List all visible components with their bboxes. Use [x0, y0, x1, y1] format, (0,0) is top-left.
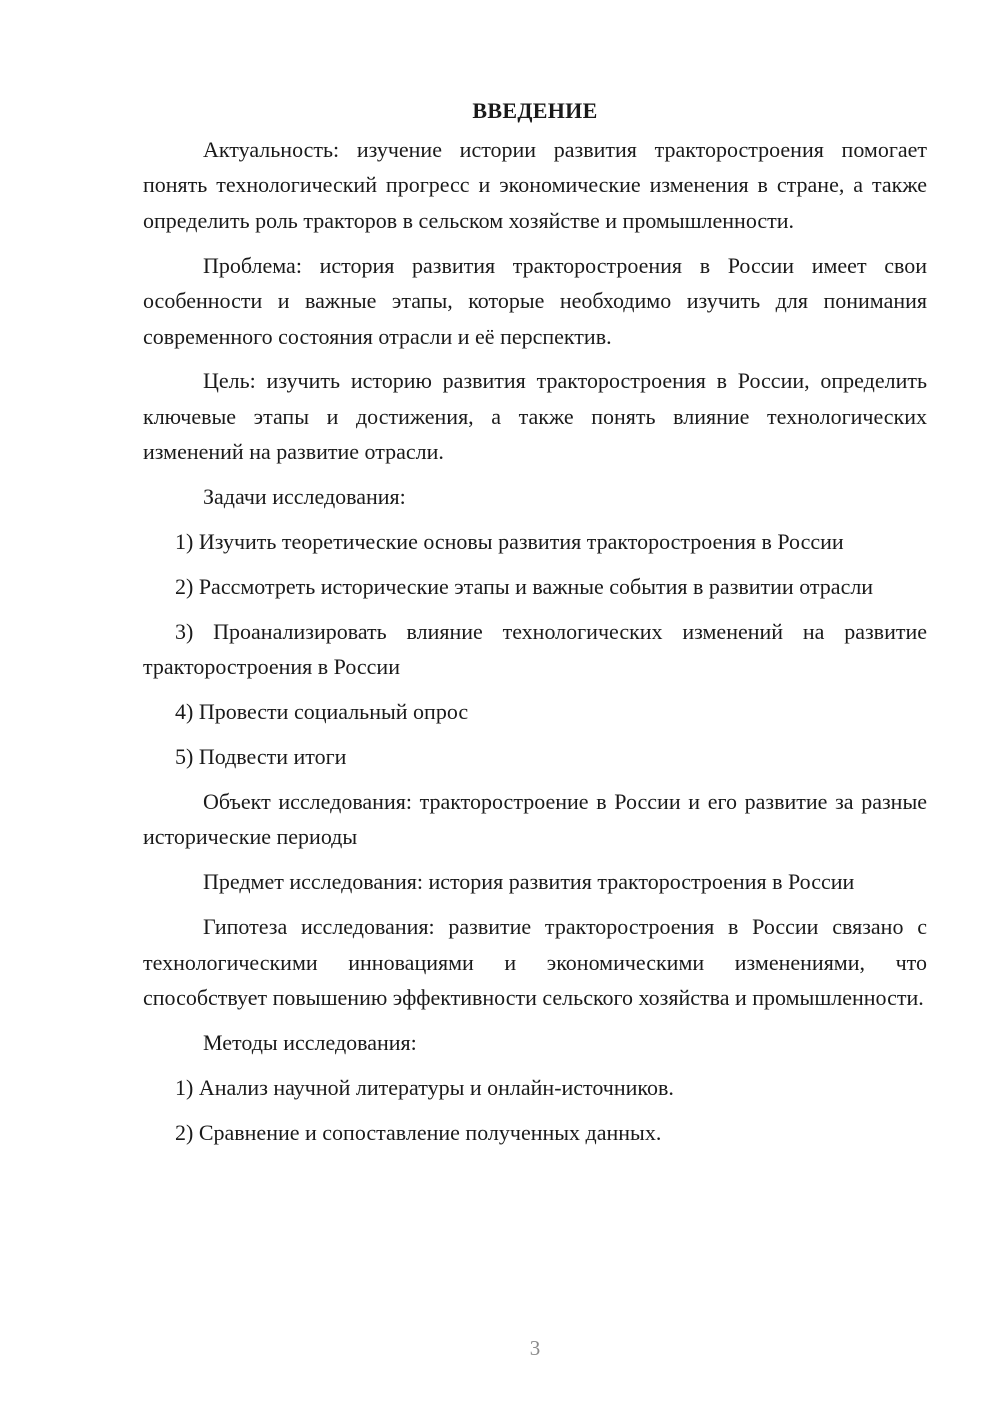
method-item-2: 2) Сравнение и сопоставление полученных данных. — [175, 1119, 662, 1145]
subject-paragraph: Предмет исследования: история развития тракторостроения в России — [203, 869, 855, 895]
goal-paragraph: Цель: изучить историю развития тракторостроения в России, определить ключевые этапы и достижения, а также понять влияние технологических изменений на развитие отрасли. — [143, 368, 927, 465]
tasks-title: Задачи исследования: — [203, 484, 406, 510]
task-item-1: 1) Изучить теоретические основы развития тракторостроения в России — [175, 529, 844, 555]
object-paragraph: Объект исследования: тракторостроение в России и его развитие за разные исторические периоды — [143, 789, 927, 850]
page-number: 3 — [529, 1336, 541, 1360]
hypothesis-paragraph: Гипотеза исследования: развитие тракторостроения в России связано с технологическими инновациями и экономическими изменениями, что способствует повышению эффективности сельского хозяйства и промышленности. — [143, 914, 927, 1011]
task-item-4: 4) Провести социальный опрос — [175, 699, 469, 725]
method-item-1: 1) Анализ научной литературы и онлайн-источников. — [175, 1074, 674, 1100]
methods-title: Методы исследования: — [203, 1029, 417, 1055]
task-item-3: 3) Проанализировать влияние технологических изменений на развитие тракторостроения в России — [143, 618, 927, 680]
section-heading: ВВЕДЕНИЕ — [472, 98, 598, 123]
page-content — [143, 96, 927, 1150]
problem-paragraph: Проблема: история развития тракторостроения в России имеет свои особенности и важные этапы, которые необходимо изучить для понимания современного состояния отрасли и её перспектив. — [143, 252, 927, 349]
relevance-paragraph: Актуальность: изучение истории развития тракторостроения помогает понять технологический прогресс и экономические изменения в стране, а также определить роль тракторов в сельском хозяйстве и промышленности. — [143, 137, 927, 233]
task-item-2: 2) Рассмотреть исторические этапы и важные события в развитии отрасли — [175, 573, 874, 599]
task-item-5: 5) Подвести итоги — [175, 744, 347, 770]
